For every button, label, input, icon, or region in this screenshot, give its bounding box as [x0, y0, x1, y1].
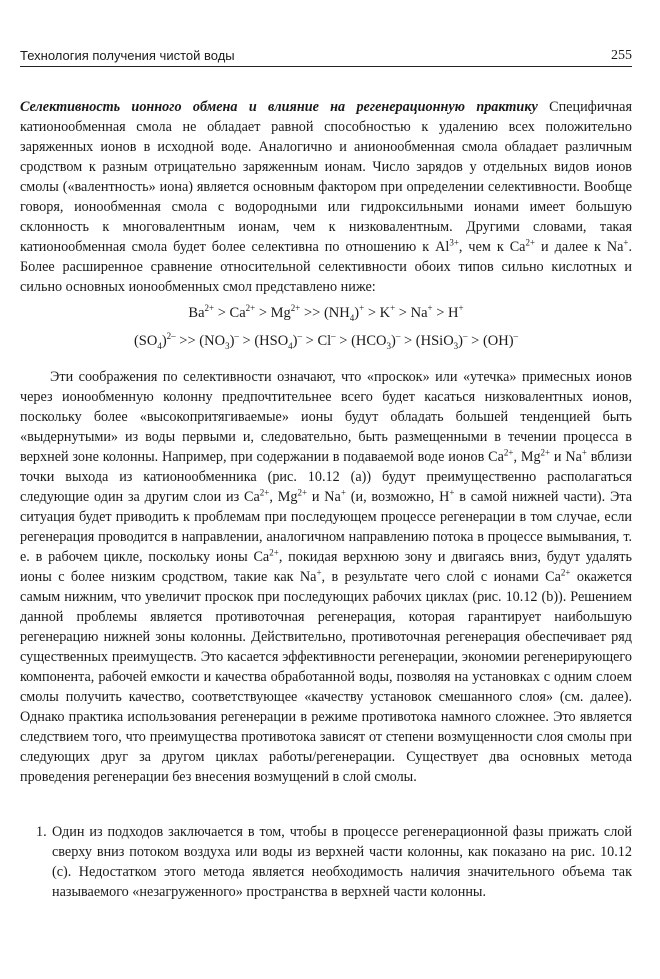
ion: > K	[364, 305, 391, 321]
paragraph-text: , чем к Ca	[458, 239, 526, 255]
paragraph-breakthrough	[20, 367, 632, 787]
charge: –	[395, 331, 401, 342]
list-item	[36, 822, 632, 902]
paragraph-text: . Более расширенное сравнение относительной селективности обоих типов сильно кислотных и сильно основных ионообменных смол представлено ниже:	[20, 239, 632, 295]
paragraph-text: Специфичная катионообменная смола не обладает равной способностью к удалению всех положительно заряженных ионов в исходной воде. Аналогично и анионообменная смола обладает различным сродством к разным отрицательно заряженным ионам. Число зарядов у отдельных видов ионов смолы («валентность» иона) является основным фактором при определении селективности. Вообще говоря, ионообменная смола с водородными или гидроксильными ионами имеет большую склонность к многовалентным ионам, чем к низковалентным. Другими словами, такая катионообменная смола будет более селективна по отношению к Al	[20, 99, 633, 255]
subscript: 3	[225, 340, 230, 351]
superscript: 2+	[269, 547, 279, 558]
charge: +	[458, 303, 464, 314]
list-item-text: Один из подходов заключается в том, чтобы в процессе регенерационной фазы прижать слой сверху вниз потоком воздуха или воды из верхней части колонны, как показано на рис. 10.12 (с). Недостатком этого метода является необходимость наличия значительного объема так называемого «незагруженного» пространства в верхней части колонны.	[52, 824, 632, 900]
superscript: 2+	[560, 567, 571, 578]
paragraph-text: , в результате чего слой с ионами Ca	[321, 569, 561, 585]
superscript: 2+	[503, 447, 514, 458]
paragraph-text: и Na	[307, 489, 341, 505]
ion: >> (NO	[175, 333, 226, 349]
paragraph-text: окажется самым нижним, что увеличит проскок при последующих рабочих циклах (рис. 10.12 (b)). Решением данной проблемы является противоточная регенерация, которая гарантирует наибольшую регенерацию нижней зоны колонны. Действительно, противоточная регенерация обеспечивает ряд существенных преимуществ. Это касается эффективности регенерации, экономии регенерирующего компонента, рабочей емкости и качества обработанной воды, позволяя на установках с одним слоем смолы получить качество, соответствующее «качеству установок смешанного слоя» (см. далее). Однако практика использования регенерации в режиме противотока намного сложнее. Это является следствием того, что преимущества противотока зависят от степени возмущенности слоя смолы при следующих друг за другом циклах работы/регенерации. Существует два основных метода проведения регенерации без внесения возмущений в слой смолы.	[20, 569, 633, 785]
subscript: 4	[349, 312, 355, 323]
charge: –	[297, 331, 303, 342]
paragraph-text: и далее к Na	[535, 239, 624, 255]
ion: )	[161, 333, 167, 349]
superscript: 2+	[259, 487, 270, 498]
charge: +	[427, 303, 433, 314]
ion: Ba	[188, 305, 205, 321]
paragraph-text: в самой нижней части). Эта ситуация будет приводить к проблемам при последующем процессе регенерации в том случае, если регенерация проводится в направлении, аналогичном направлению потока в процессе вымывания, т. е. в рабочем цикле, поскольку ионы Ca	[20, 489, 633, 565]
charge: –	[331, 331, 336, 342]
charge: +	[359, 303, 365, 314]
superscript: +	[316, 567, 322, 578]
section-runin-heading: Селективность ионного обмена и влияние на регенерационную практику	[20, 99, 538, 115]
charge: 2+	[245, 303, 256, 314]
superscript: 2+	[297, 487, 308, 498]
charge: 2+	[204, 303, 215, 314]
charge: –	[463, 331, 468, 342]
ion: )	[391, 333, 396, 349]
subscript: 3	[453, 340, 459, 351]
charge: 2–	[166, 331, 176, 342]
superscript: 3+	[449, 237, 459, 248]
ion: > (HSO	[238, 333, 289, 349]
paragraph-text: вблизи точки выхода из катионообменника (рис. 10.12 (а)) будут преимущественно располагаться следующие один за другим слои из Ca	[20, 449, 633, 505]
superscript: +	[449, 487, 455, 498]
ion: (SO	[133, 333, 158, 349]
ion: > (HSiO	[400, 333, 454, 349]
ion: > Na	[395, 305, 428, 321]
ion: )	[229, 333, 235, 349]
charge: –	[513, 331, 519, 342]
ion: > Mg	[255, 305, 291, 321]
ion: )	[292, 333, 298, 349]
superscript: +	[340, 487, 346, 498]
charge: 2+	[290, 303, 301, 314]
superscript: 2+	[525, 237, 536, 248]
superscript: 2+	[540, 447, 551, 458]
superscript: +	[581, 447, 587, 458]
ion: >> (NH	[300, 305, 350, 321]
header-title: Технология получения чистой воды	[20, 48, 235, 63]
method-list	[36, 822, 632, 902]
cation-selectivity-series	[20, 305, 632, 322]
subscript: 4	[288, 340, 293, 351]
ion: > (OH)	[467, 333, 514, 349]
ion: > Cl	[302, 333, 332, 349]
list-item-number: 1.	[36, 824, 47, 840]
subscript: 3	[386, 340, 392, 351]
page-number: 255	[611, 48, 632, 63]
ion: )	[458, 333, 464, 349]
ion: > Ca	[214, 305, 246, 321]
charge: –	[234, 331, 239, 342]
paragraph-text: , Mg	[513, 449, 541, 465]
ion: > H	[432, 305, 459, 321]
anion-selectivity-series	[20, 333, 632, 350]
paragraph-text: и Na	[550, 449, 582, 465]
superscript: +	[623, 237, 629, 248]
paragraph-text: , Mg	[269, 489, 298, 505]
paragraph-selectivity	[20, 97, 632, 297]
running-header	[20, 46, 632, 67]
paragraph-text: Эти соображения по селективности означают, что «проскок» или «утечка» примесных ионов через ионообменную колонну предпочтительнее всего будет касаться низковалентных ионов, поскольку более «высокопритягиваемые» ионы будут обладать большей тенденцией быть «выдернутыми» из воды первыми и, следовательно, быть размещенными в течении процесса в верхней зоне колонны. Например, при содержании в подаваемой воде ионов Ca	[20, 369, 632, 465]
subscript: 4	[157, 340, 162, 351]
ion: > (HCO	[335, 333, 387, 349]
paragraph-text: (и, возможно, H	[345, 489, 450, 505]
ion: )	[354, 305, 360, 321]
charge: +	[390, 303, 396, 314]
paragraph-text: , покидая верхнюю зону и двигаясь вниз, будут удалять ионы с более низким сродством, такие как Na	[20, 549, 632, 585]
